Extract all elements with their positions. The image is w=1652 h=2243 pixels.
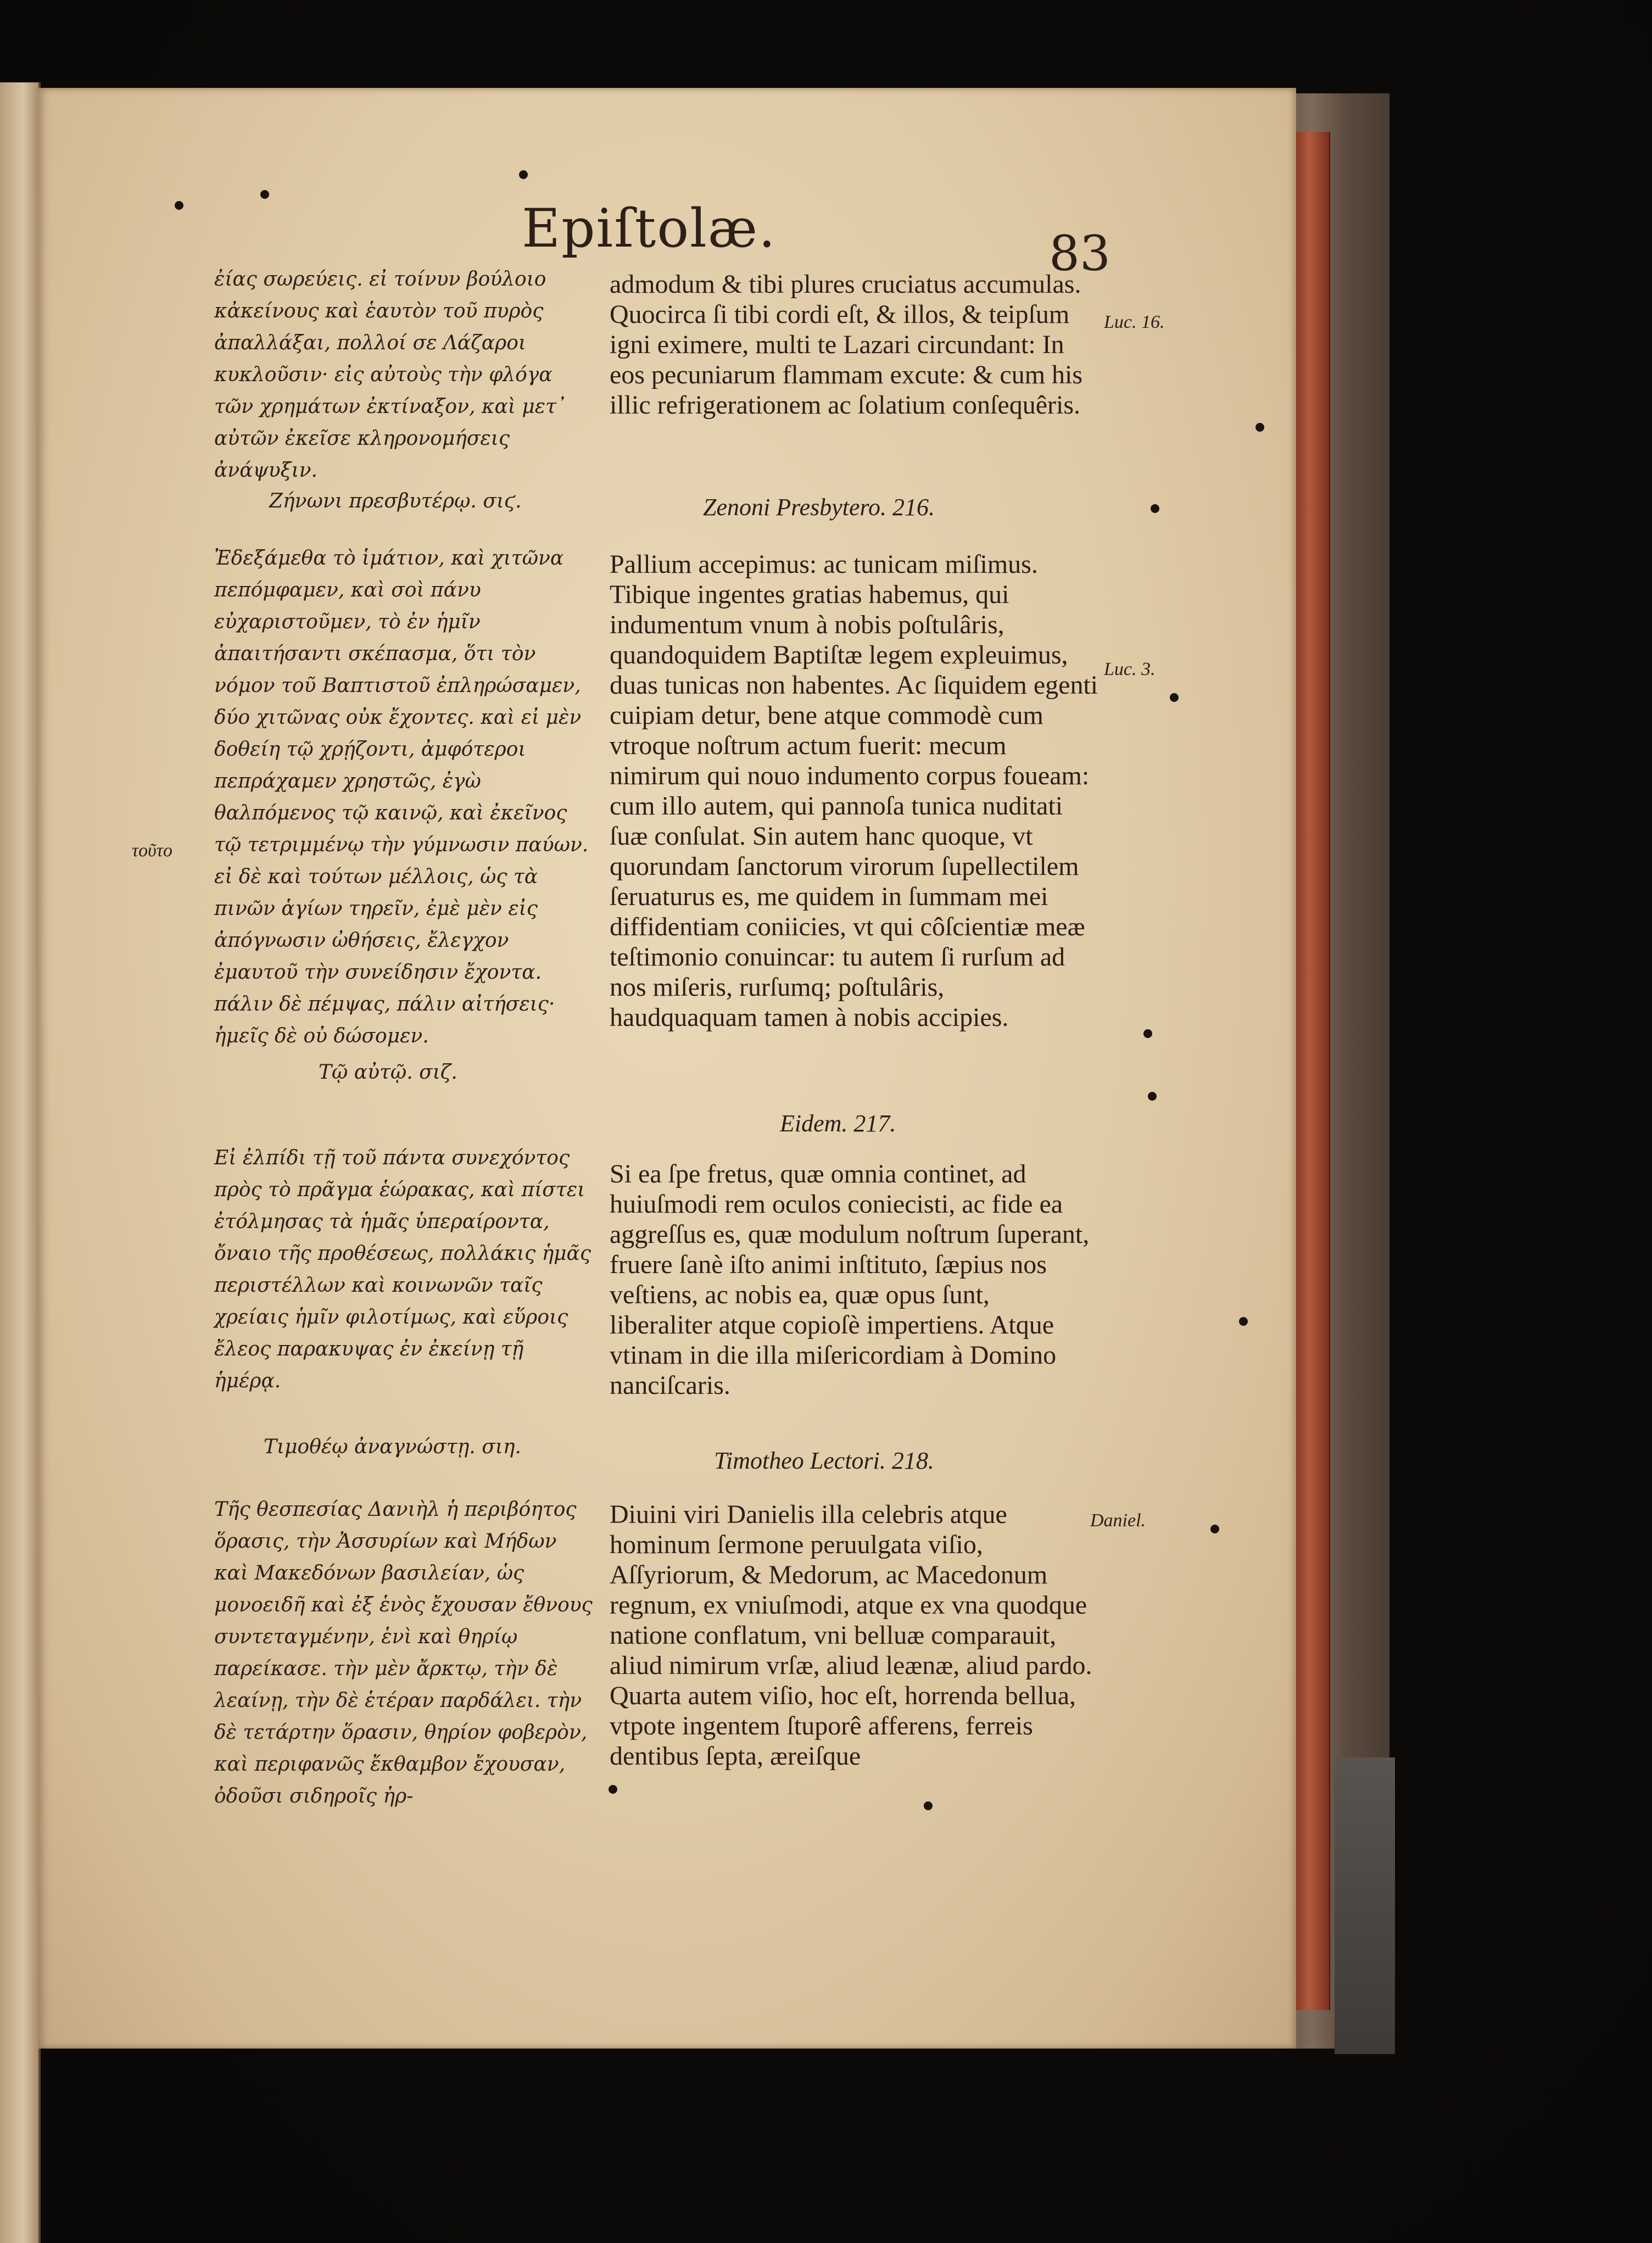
running-title: Epiſtolæ. [522,198,777,259]
latin-paragraph: Si ea ſpe fretus, quæ omnia continet, ad huiuſmodi rem oculos coniecisti, ac fide ea aggreſſus es, quæ modulum noſtrum ſuperant, fruere ſanè iſto animi inſtituto, ſæpius nos veſtiens, ac nobis ea, quæ opus ſunt, liberaliter atque copioſè impertiens. Atque vtinam in die illa miſericordiam à Domino nanciſcaris. [610,1159,1090,1400]
greek-paragraph: Εἰ ἐλπίδι τῇ τοῦ πάντα συνεχόντος πρὸς τὸ πρᾶγμα ἑώρακας, καὶ πίστει ἐτόλμησας τὰ ἡμᾶς ὑπεραίροντα, ὄναιο τῆς προθέσεως, πολλάκις ἡμᾶς περιστέλλων καὶ κοινωνῶν ταῖς χρείαις ἡμῖν φιλοτίμως, καὶ εὕροις ἔλεος παρακυψας ἐν ἐκείνῃ τῇ ἡμέρᾳ. [214,1147,591,1392]
latin-text-block-4 [610,1499,1098,1807]
book-cover-lower [1335,1757,1395,2054]
binding-hole [1170,693,1179,702]
latin-paragraph: Pallium accepimus: ac tunicam miſimus. Tibique ingentes gratias habemus, qui indumentum vnum à nobis poſtulâris, quandoquidem Baptiſtæ legem expleuimus, duas tunicas non habentes. Ac ſiquidem egenti cuipiam detur, bene atque commodè cum vtroque noſtrum actum fuerit: mecum nimirum qui nouo indumento corpus foueam: cum illo autem, qui pannoſa tunica nuditati ſuæ conſulat. Sin autem hanc quoque, vt quorundam ſanctorum virorum ſupellectilem ſeruaturus es, me quidem in ſummam mei diffidentiam coniicies, vt qui côſcientiæ meæ teſtimonio conuincar: tu autem ſi rurſum ad nos miſeris, rurſumq; poſtulâris, haudquaquam tamen à nobis accipies. [610,550,1098,1032]
latin-text-block-3 [610,1159,1098,1411]
latin-letter-heading-3: Timotheo Lectori. 218. [714,1447,934,1474]
binding-hole [1210,1525,1219,1533]
margin-note-daniel: Daniel. [1090,1510,1146,1531]
greek-text-block-4 [214,1494,593,1807]
latin-text-block-2 [610,549,1098,1087]
greek-paragraph: ἐίας σωρεύεις. εἰ τοίνυν βούλοιο κἀκείνους καὶ ἑαυτὸν τοῦ πυρὸς ἀπαλλάξαι, πολλοί σε Λάζαροι κυκλοῦσιν· εἰς αὐτοὺς τὴν φλόγα τῶν χρημάτων ἐκτίναξον, καὶ μετ᾽ αὐτῶν ἐκεῖσε κληρονομήσεις ἀνάψυξιν. [214,268,566,482]
binding-hole [1239,1317,1248,1326]
latin-letter-heading-1: Zenoni Presbytero. 216. [703,494,935,521]
binding-hole [1148,1092,1157,1101]
latin-text-block-1 [610,269,1098,467]
margin-note-greek: τοῦτο [132,840,172,861]
latin-letter-heading-2: Eidem. 217. [780,1110,896,1137]
latin-paragraph: admodum & tibi plures cruciatus accumulas. Quocirca ſi tibi cordi eſt, & illos, & teipſum igni eximere, multi te Lazari circundant: In eos pecuniarum flammam excute: & cum his illic refrigerationem ac ſolatium conſequêris. [610,270,1083,420]
binding-hole [1151,504,1159,513]
greek-text-block-3 [214,1142,593,1417]
latin-paragraph: Diuini viri Danielis illa celebris atque hominum ſermone peruulgata viſio, Aſſyriorum, & Medorum, ac Macedonum regnum, ex vniuſmodi, atque ex vna quodque natione conflatum, vni belluæ comparauit, aliud nimirum vrſæ, aliud leænæ, aliud pardo. Quarta autem viſio, hoc eſt, horrenda bellua, vtpote ingentem ſtuporê afferens, ferreis dentibus ſepta, æreiſque [610,1500,1092,1771]
binding-hole [175,201,183,210]
greek-letter-heading-1: Ζήνωνι πρεσβυτέρῳ. σιϛ. [269,490,522,512]
binding-hole [519,170,528,179]
greek-paragraph: Τῆς θεσπεσίας Δανιὴλ ἡ περιβόητος ὅρασις, τὴν Ἀσσυρίων καὶ Μήδων καὶ Μακεδόνων βασιλείαν, ὡς μονοειδῆ καὶ ἐξ ἑνὸς ἔχουσαν ἔθνους συντεταγμένην, ἑνὶ καὶ θηρίῳ παρείκασε. τὴν μὲν ἄρκτῳ, τὴν δὲ λεαίνῃ, τὴν δὲ ἑτέραν παρδάλει. τὴν δὲ τετάρτην ὅρασιν, θηρίον φοβερὸν, καὶ περιφανῶς ἔκθαμβον ἔχουσαν, ὀδοῦσι σιδηροῖς ἠρ- [214,1498,593,1807]
greek-letter-heading-2: Τῷ αὐτῷ. σιζ. [319,1061,457,1084]
greek-paragraph: Ἐδεξάμεθα τὸ ἱμάτιον, καὶ χιτῶνα πεπόμφαμεν, καὶ σοὶ πάνυ εὐχαριστοῦμεν, τὸ ἐν ἡμῖν ἀπαιτήσαντι σκέπασμα, ὅτι τὸν νόμον τοῦ Βαπτιστοῦ ἐπληρώσαμεν, δύο χιτῶνας οὐκ ἔχοντες. καὶ εἰ μὲν δοθείη τῷ χρῄζοντι, ἀμφότεροι πεπράχαμεν χρηστῶς, ἐγὼ θαλπόμενος τῷ καινῷ, καὶ ἐκεῖνος τῷ τετριμμένῳ τὴν γύμνωσιν παύων. εἰ δὲ καὶ τούτων μέλλοις, ὡς τὰ πινῶν ἁγίων τηρεῖν, ἐμὲ μὲν εἰς ἀπόγνωσιν ὠθήσεις, ἔλεγχον ἐμαυτοῦ τὴν συνείδησιν ἔχοντα. πάλιν δὲ πέμψας, πάλιν αἰτήσεις· ἡμεῖς δὲ οὐ δώσομεν. [214,547,589,1047]
greek-text-block-2 [214,543,593,1047]
page-number: 83 [1049,225,1110,282]
greek-letter-heading-3: Τιμοθέῳ ἀναγνώστῃ. σιη. [264,1436,521,1458]
page-edges-red [1296,132,1330,2010]
binding-hole [260,190,269,199]
greek-text-block-1 [214,264,593,482]
margin-note-luc-16: Luc. 16. [1104,312,1165,332]
facing-page-edge [0,82,41,2243]
margin-note-luc-3: Luc. 3. [1104,659,1156,679]
binding-hole [1143,1029,1152,1038]
binding-hole [1255,423,1264,432]
